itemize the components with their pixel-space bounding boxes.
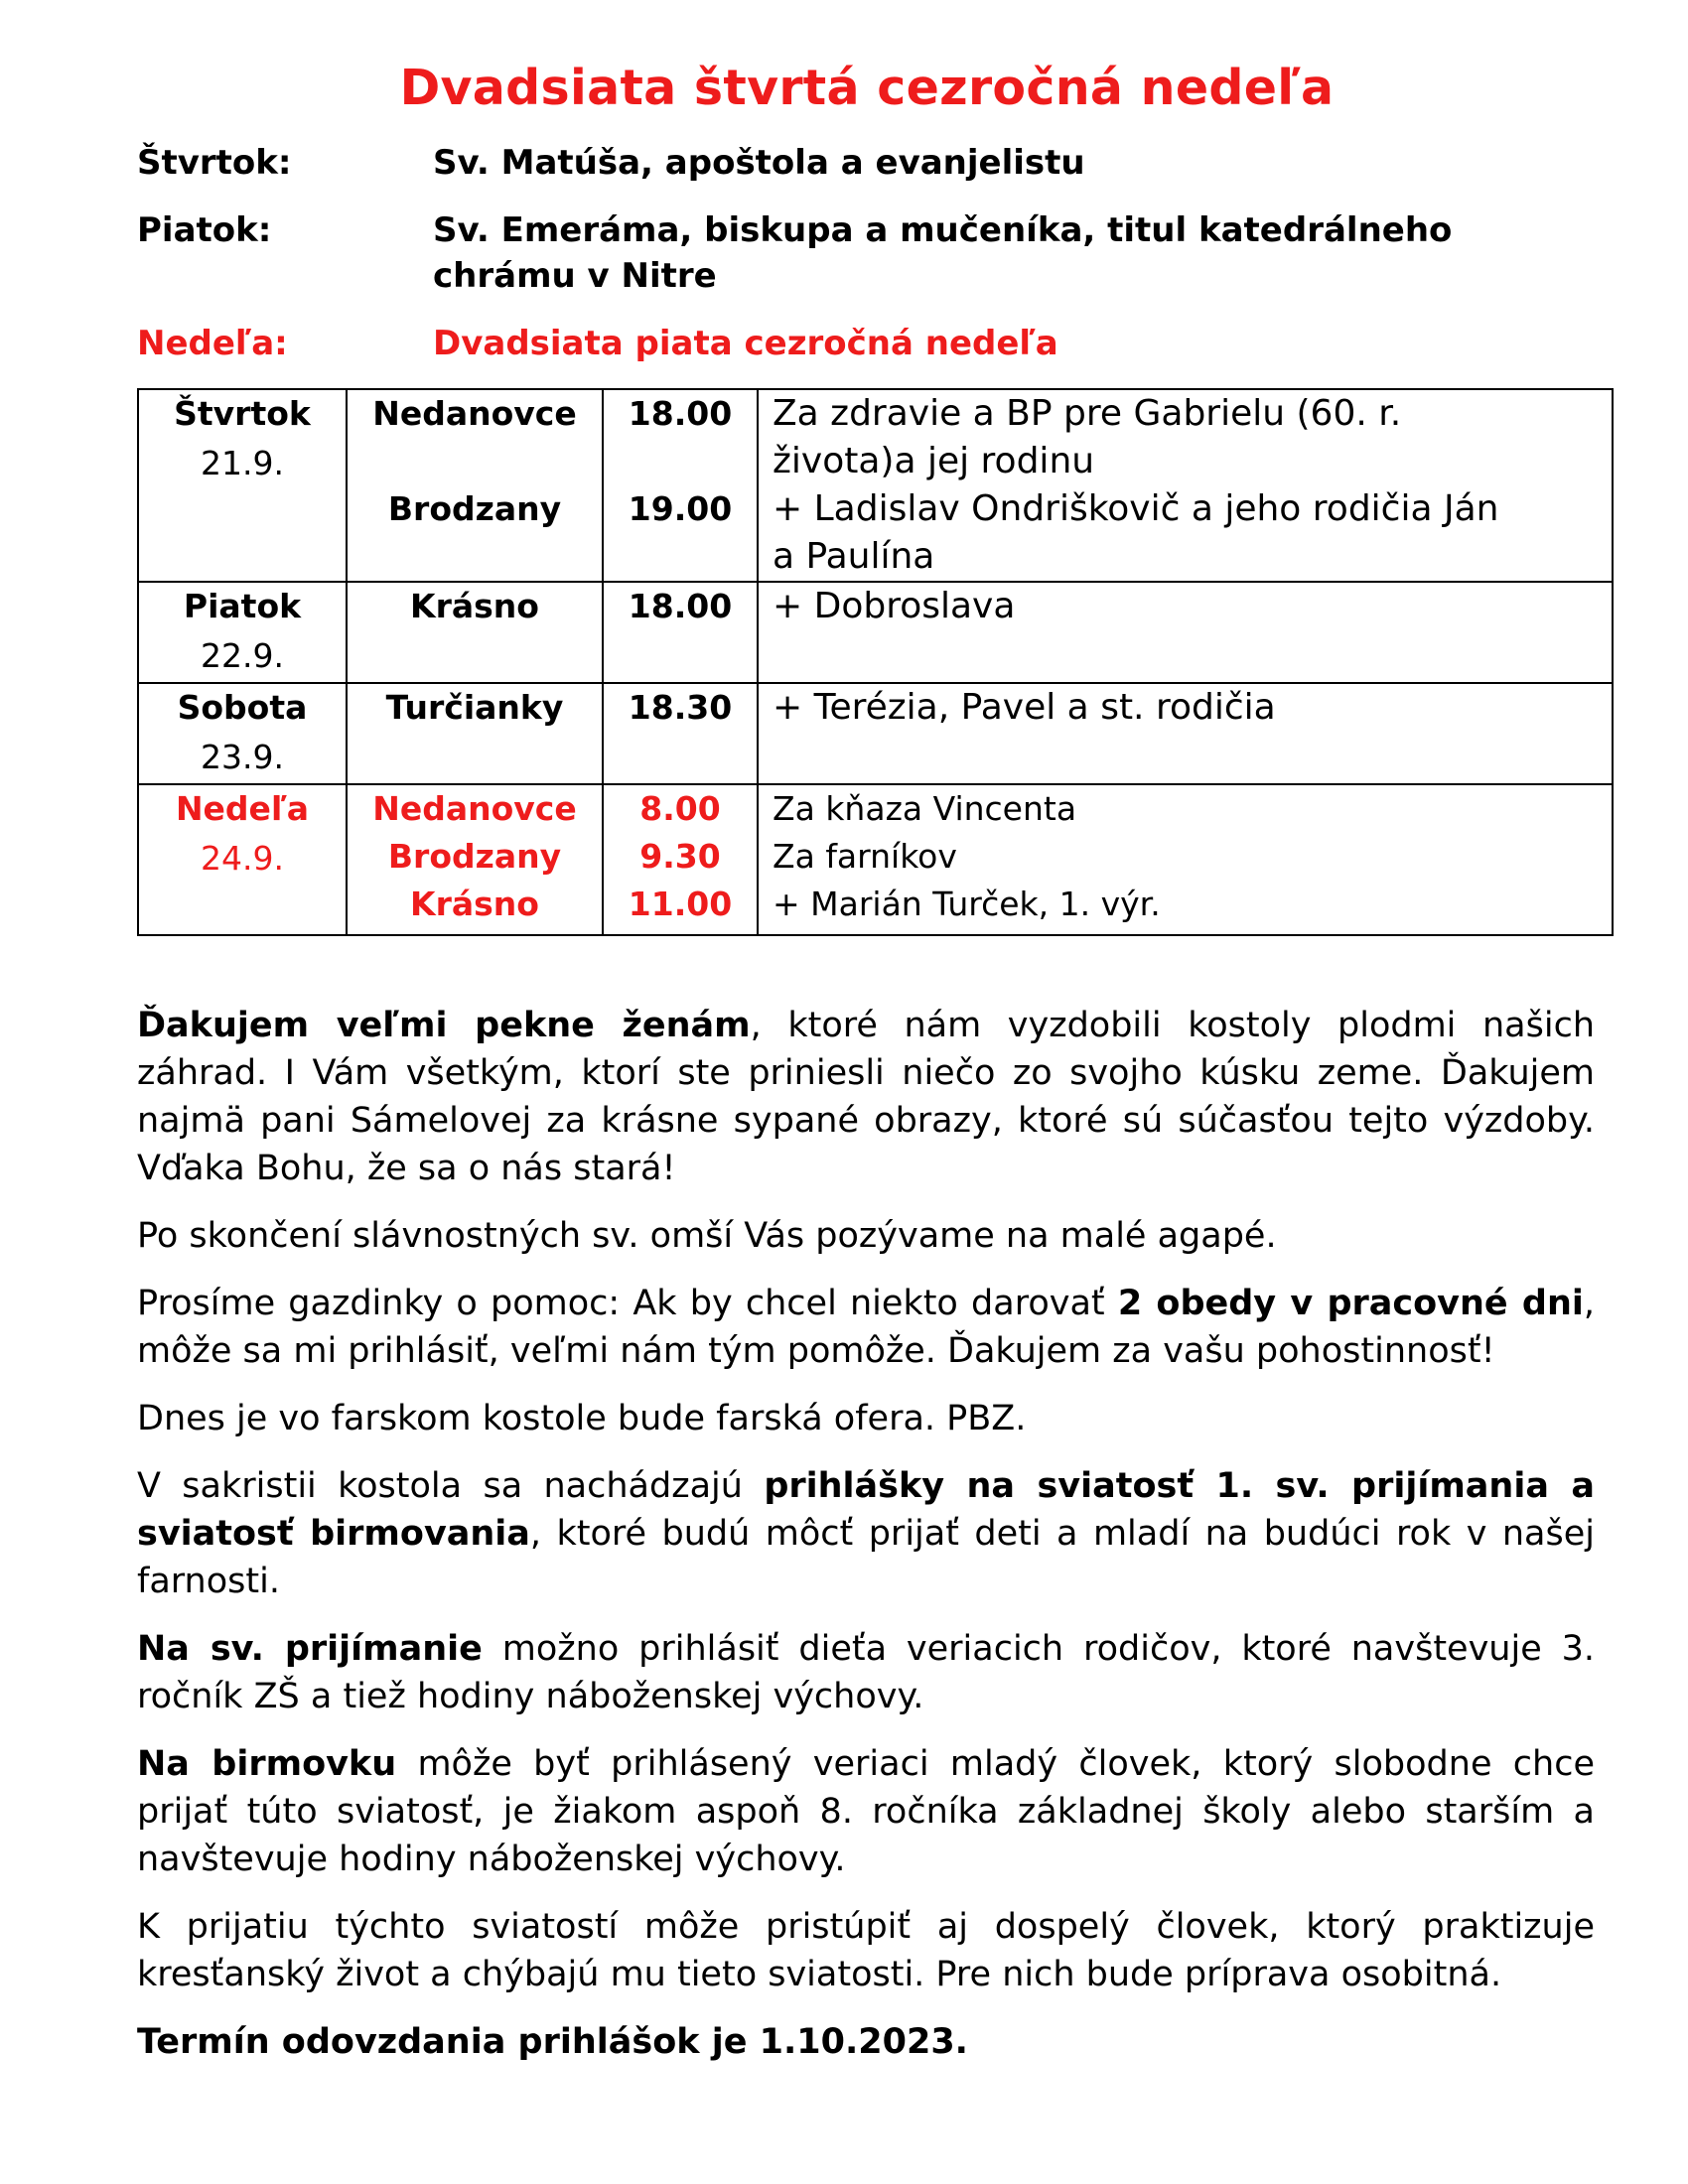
place-name: Krásno — [410, 587, 539, 625]
mass-time: 18.00 — [628, 587, 733, 625]
intention-text: Za kňaza Vincenta — [773, 789, 1077, 828]
paragraph-text: možno prihlásiť dieťa veriacich rodičov, ktoré navštevuje 3. ročník ZŠ a tiež hodiny náboženskej výchovy. — [137, 1629, 1595, 1716]
paragraph-text: , ktoré nám vyzdobili kostoly plodmi našich záhrad. I Vám všetkým, ktorí ste priniesli niečo zo svojho kúsku zeme. Ďakujem najmä pani Sámelovej za krásne sypané obrazy, ktoré sú súčasťou tejto výzdoby. Vďaka Bohu, že sa o nás stará! — [137, 1006, 1595, 1188]
day-name: Sobota — [177, 688, 308, 727]
day-name: Štvrtok — [174, 394, 311, 433]
place-name: Brodzany — [387, 837, 562, 876]
announcement-paragraph — [137, 1462, 1595, 1605]
intention-text: Za farníkov — [773, 837, 957, 876]
feast-day: Piatok: — [137, 210, 272, 250]
intention-cell — [758, 389, 1613, 582]
bulletin-page — [137, 60, 1597, 2086]
emphasis: Na birmovku — [137, 1744, 397, 1784]
paragraph-text: Prosíme gazdinky o pomoc: Ak by chcel niekto darovať — [137, 1284, 1118, 1323]
place-name: Brodzany — [387, 489, 562, 528]
emphasis: Na sv. prijímanie — [137, 1629, 483, 1669]
intention-cell — [758, 582, 1613, 683]
mass-time: 18.00 — [628, 394, 733, 433]
time-cell — [603, 389, 758, 582]
day-date: 24.9. — [201, 839, 284, 878]
intention-text: + Dobroslava — [773, 586, 1016, 626]
place-name: Nedanovce — [372, 789, 577, 828]
intention-text: + Marián Turček, 1. výr. — [773, 885, 1161, 923]
feast-day: Nedeľa: — [137, 324, 288, 363]
table-row — [138, 582, 1613, 683]
intention-cell — [758, 683, 1613, 784]
mass-time: 9.30 — [639, 837, 721, 876]
emphasis: prihlášky na sviatosť 1. sv. prijímania a sviatosť birmovania — [137, 1466, 1595, 1554]
feast-desc: Dvadsiata piata cezročná nedeľa — [433, 324, 1058, 363]
time-cell — [603, 784, 758, 935]
place-name: Krásno — [410, 885, 539, 923]
paragraph-text: môže byť prihlásený veriaci mladý človek, ktorý slobodne chce prijať túto sviatosť, je žiakom aspoň 8. ročníka základnej školy alebo starším a navštevuje hodiny náboženskej výchovy. — [137, 1744, 1595, 1879]
day-cell — [138, 389, 347, 582]
announcement-paragraph — [137, 1002, 1595, 1192]
mass-time: 8.00 — [639, 789, 721, 828]
emphasis: Ďakujem veľmi pekne ženám — [137, 1006, 751, 1045]
place-cell — [347, 582, 603, 683]
day-date: 21.9. — [201, 444, 284, 482]
announcement-paragraph — [137, 1395, 1595, 1442]
feast-desc: Sv. Emeráma, biskupa a mučeníka, titul katedrálneho chrámu v Nitre — [433, 210, 1453, 296]
paragraph-text: , môže sa mi prihlásiť, veľmi nám tým pomôže. Ďakujem za vašu pohostinnosť! — [137, 1284, 1595, 1371]
announcement-paragraph — [137, 1740, 1595, 1883]
day-name: Piatok — [183, 587, 302, 625]
announcement-paragraph — [137, 1280, 1595, 1375]
table-row — [138, 389, 1613, 582]
place-cell — [347, 683, 603, 784]
mass-time: 19.00 — [628, 489, 733, 528]
announcement-paragraph — [137, 1903, 1595, 1998]
day-date: 22.9. — [201, 636, 284, 675]
paragraph-text: Dnes je vo farskom kostole bude farská ofera. PBZ. — [137, 1399, 1027, 1438]
intention-cell — [758, 784, 1613, 935]
feast-friday — [137, 207, 1597, 299]
paragraph-text: K prijatiu týchto sviatostí môže pristúpiť aj dospelý človek, ktorý praktizuje kresťanský život a chýbajú mu tieto sviatosti. Pre nich bude príprava osobitná. — [137, 1907, 1595, 1994]
feast-day: Štvrtok: — [137, 143, 292, 183]
day-name: Nedeľa — [175, 789, 310, 828]
table-row — [138, 784, 1613, 935]
place-cell — [347, 389, 603, 582]
day-date: 23.9. — [201, 738, 284, 776]
paragraph-text: Po skončení slávnostných sv. omší Vás pozývame na malé agapé. — [137, 1216, 1277, 1256]
emphasis: 2 obedy v pracovné dni — [1117, 1284, 1584, 1323]
table-row — [138, 683, 1613, 784]
announcements — [137, 1002, 1595, 2066]
mass-time: 11.00 — [628, 885, 733, 923]
mass-schedule-table — [137, 388, 1614, 936]
feast-sunday — [137, 321, 1597, 366]
time-cell — [603, 683, 758, 784]
announcement-paragraph — [137, 2018, 1595, 2066]
page-title: Dvadsiata štvrtá cezročná nedeľa — [399, 60, 1335, 116]
intention-text: + Terézia, Pavel a st. rodičia — [773, 687, 1276, 728]
intention-text: + Ladislav Ondriškovič a jeho rodičia Ján — [773, 488, 1499, 529]
intention-text: života)a jej rodinu — [773, 441, 1095, 481]
day-cell — [138, 683, 347, 784]
place-name: Turčianky — [385, 688, 564, 727]
place-cell — [347, 784, 603, 935]
day-cell — [138, 582, 347, 683]
day-cell — [138, 784, 347, 935]
paragraph-text: , ktoré budú môcť prijať deti a mladí na budúci rok v našej farnosti. — [137, 1514, 1595, 1601]
intention-text: Za zdravie a BP pre Gabrielu (60. r. — [773, 393, 1402, 434]
time-cell — [603, 582, 758, 683]
feast-thursday — [137, 140, 1597, 186]
place-name: Nedanovce — [372, 394, 577, 433]
deadline-text: Termín odovzdania prihlášok je 1.10.2023. — [137, 2022, 968, 2062]
announcement-paragraph — [137, 1625, 1595, 1720]
announcement-paragraph — [137, 1212, 1595, 1260]
paragraph-text: V sakristii kostola sa nachádzajú — [137, 1466, 765, 1506]
intention-text: a Paulína — [773, 536, 935, 577]
mass-time: 18.30 — [628, 688, 733, 727]
feast-desc: Sv. Matúša, apoštola a evanjelistu — [433, 143, 1085, 183]
